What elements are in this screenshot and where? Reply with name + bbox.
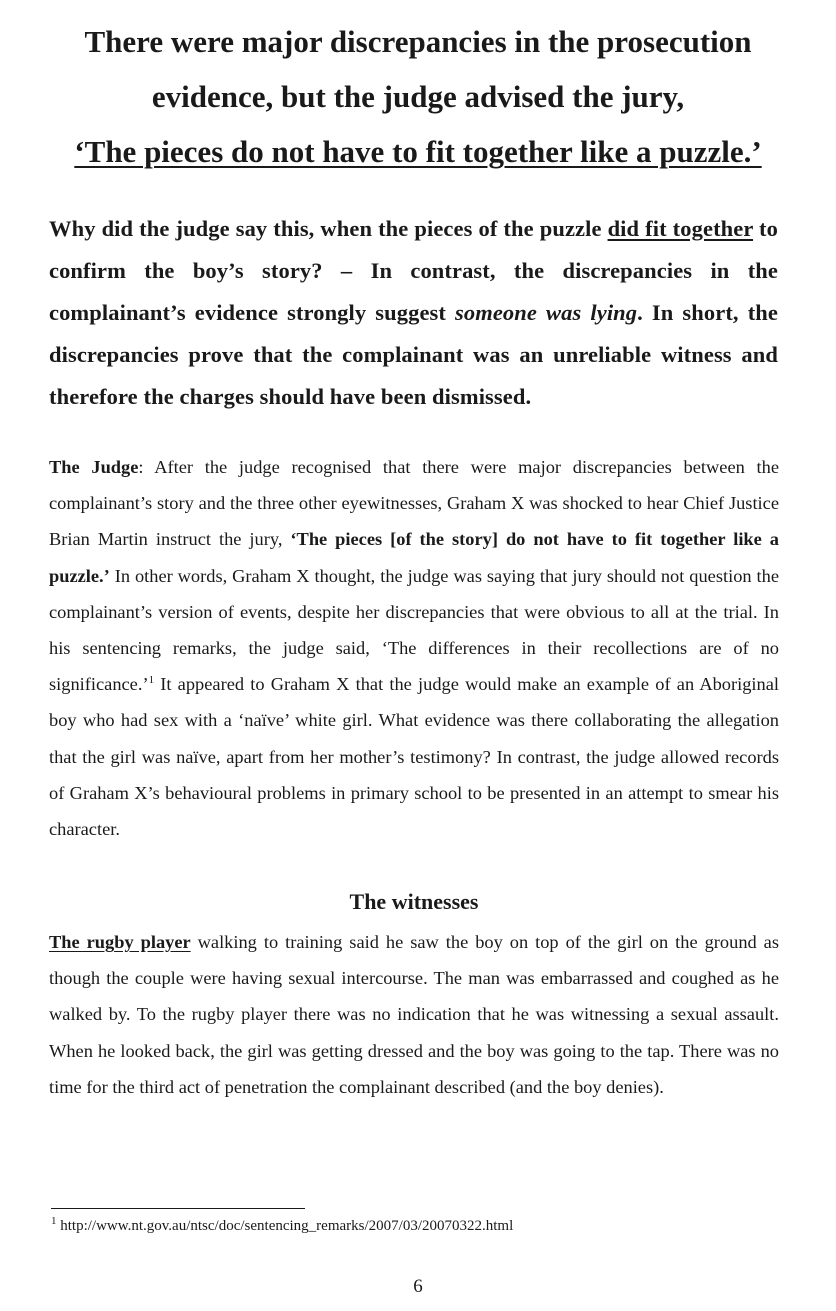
judge-quote: ‘The pieces [of the story] do not have to fit together like a puzzle.’ xyxy=(49,529,779,586)
title-line-3-quote: ‘The pieces do not have to fit together like a puzzle.’ xyxy=(74,134,762,169)
footnote-number: 1 xyxy=(51,1215,57,1227)
intro-underlined-text: did fit together xyxy=(607,216,754,241)
footnote-url[interactable]: http://www.nt.gov.au/ntsc/doc/sentencing_remarks/2007/03/20070322.html xyxy=(56,1218,514,1234)
intro-text-3: . In short, the discrepancies prove that the complainant was an unreliable witness and therefore the charges should have been dismissed. xyxy=(49,300,778,409)
intro-italic-text: someone was lying xyxy=(455,300,638,325)
intro-paragraph xyxy=(49,208,778,418)
witnesses-heading: The witnesses xyxy=(349,889,479,914)
footnote xyxy=(51,1214,781,1238)
intro-text-1: Why did the judge say this, when the pieces of the puzzle xyxy=(49,216,608,241)
judge-text-1: : After the judge recognised that there were major discrepancies between the complainant’s story and the three other eyewitnesses, Graham X was shocked to hear Chief Justice Brian Martin instruct the jury, xyxy=(49,457,779,550)
judge-label: The Judge xyxy=(49,457,139,477)
judge-text-2: In other words, Graham X thought, the judge was saying that jury should not question the complainant’s version of events, despite her discrepancies that were obvious to all at the trial. In his sentencing remarks, the judge said, ‘The differences in their recollections are of no significance.’ xyxy=(49,565,779,695)
judge-paragraph xyxy=(49,449,779,847)
witness-paragraph xyxy=(49,924,779,1105)
page-title xyxy=(30,14,806,179)
title-line-2: evidence, but the judge advised the jury, xyxy=(151,79,685,114)
footnote-divider xyxy=(51,1208,305,1209)
page-number: 6 xyxy=(413,1276,423,1297)
footnote-reference[interactable]: 1 xyxy=(148,674,155,687)
rugby-player-label: The rugby player xyxy=(49,932,191,952)
title-line-1: There were major discrepancies in the prosecution xyxy=(84,24,752,59)
intro-text-2: to confirm the boy’s story? – In contrast, the discrepancies in the complainant’s evidence strongly suggest xyxy=(49,216,778,325)
witness-text: walking to training said he saw the boy on top of the girl on the ground as though the couple were having sexual intercourse. The man was embarrassed and coughed as he walked by. To the rugby player there was no indication that he was witnessing a sexual assault. When he looked back, the girl was getting dressed and the boy was going to the tap. There was no time for the third act of penetration the complainant described (and the boy denies). xyxy=(49,932,779,1097)
judge-text-3: It appeared to Graham X that the judge would make an example of an Aboriginal boy who had sex with a ‘naïve’ white girl. What evidence was there collaborating the allegation that the girl was naïve, apart from her mother’s testimony? In contrast, the judge allowed records of Graham X’s behavioural problems in primary school to be presented in an attempt to smear his character. xyxy=(49,674,779,840)
